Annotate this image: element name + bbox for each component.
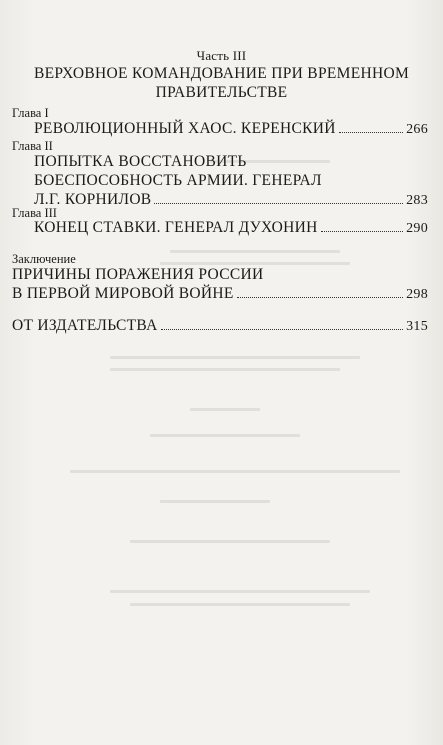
toc-entry[interactable] xyxy=(34,119,428,139)
entry-title: ОТ ИЗДАТЕЛЬСТВА xyxy=(12,317,158,334)
page-number: 298 xyxy=(406,287,428,302)
entry-title: В ПЕРВОЙ МИРОВОЙ ВОЙНЕ xyxy=(12,285,234,302)
entry-title: ПРИЧИНЫ ПОРАЖЕНИЯ РОССИИ xyxy=(12,266,264,283)
part-title xyxy=(24,64,419,102)
toc-entry[interactable] xyxy=(12,316,428,336)
chapter-label: Глава I xyxy=(12,106,49,120)
bleed-through-mark xyxy=(70,470,400,473)
bleed-through-mark xyxy=(130,540,330,543)
bleed-through-mark xyxy=(150,434,300,437)
bleed-through-mark xyxy=(110,590,370,593)
bleed-through-mark xyxy=(110,356,360,359)
part-title-line: ПРАВИТЕЛЬСТВЕ xyxy=(155,84,288,101)
entry-title: КОНЕЦ СТАВКИ. ГЕНЕРАЛ ДУХОНИН xyxy=(34,219,318,236)
dot-leader xyxy=(237,297,403,298)
page-number: 283 xyxy=(406,193,428,208)
bleed-through-mark xyxy=(110,368,340,371)
toc-entry[interactable] xyxy=(12,265,428,304)
bleed-through-mark xyxy=(170,250,340,253)
page-number: 315 xyxy=(406,319,428,334)
bleed-through-mark xyxy=(130,603,350,606)
toc-entry[interactable] xyxy=(34,152,428,210)
chapter-label: Глава III xyxy=(12,206,57,220)
dot-leader xyxy=(161,329,404,330)
entry-title: ПОПЫТКА ВОССТАНОВИТЬ xyxy=(34,153,247,170)
dot-leader xyxy=(321,231,403,232)
bleed-through-mark xyxy=(190,408,260,411)
chapter-label: Заключение xyxy=(12,252,76,266)
entry-title: БОЕСПОСОБНОСТЬ АРМИИ. ГЕНЕРАЛ xyxy=(34,172,322,189)
entry-title: РЕВОЛЮЦИОННЫЙ ХАОС. КЕРЕНСКИЙ xyxy=(34,120,336,137)
dot-leader xyxy=(339,132,403,133)
dot-leader xyxy=(154,203,403,204)
page-number: 290 xyxy=(406,221,428,236)
page-number: 266 xyxy=(406,122,428,137)
entry-title: Л.Г. КОРНИЛОВ xyxy=(34,191,152,208)
toc-entry[interactable] xyxy=(34,218,428,238)
chapter-label: Глава II xyxy=(12,139,53,153)
bleed-through-mark xyxy=(160,500,270,503)
part-title-line: ВЕРХОВНОЕ КОМАНДОВАНИЕ ПРИ ВРЕМЕННОМ xyxy=(33,65,410,82)
part-label: Часть III xyxy=(196,48,247,63)
